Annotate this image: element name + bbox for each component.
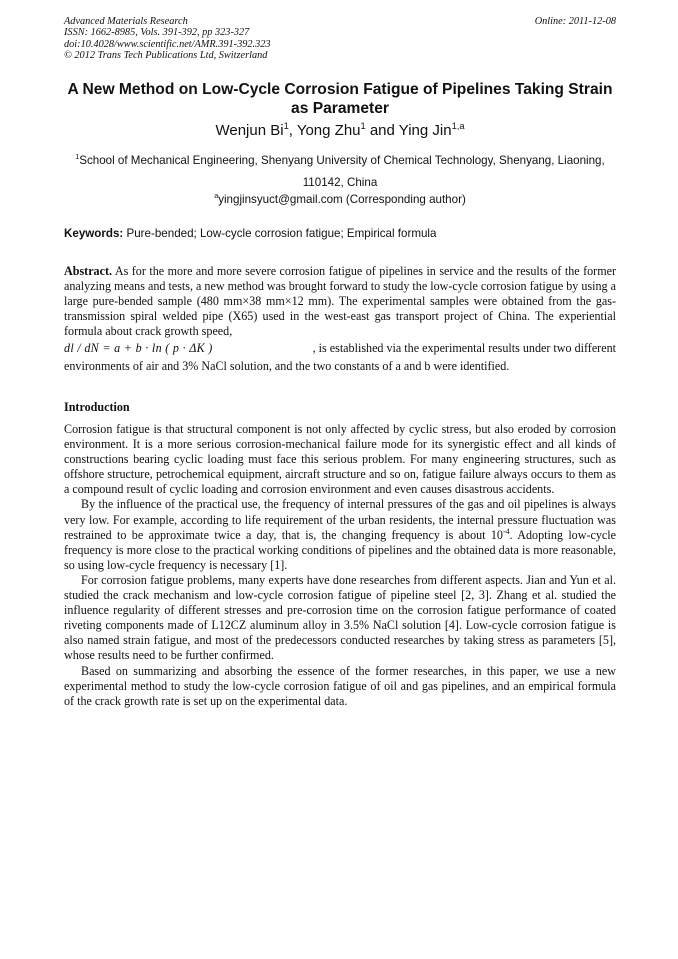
intro-p2-text-a: By the influence of the practical use, the frequency of internal pressures of the gas and oil pipelines is always very low. For example, according to life requirement of the urban residents, the internal pressure fluctuation was restrained to be approximate twice a day, that is, the changing frequency is about 10: [64, 497, 616, 542]
intro-p2-exponent: -4: [502, 526, 510, 536]
affiliation: [64, 150, 616, 193]
doi-line: doi:10.4028/www.scientific.net/AMR.391-392.323: [64, 38, 271, 50]
crack-growth-formula: dl / dN = a + b · ln ( p · ΔK ): [64, 341, 213, 356]
intro-p2-text-b: . Adopting low-cycle frequency is more close to the practical working conditions of pipelines and the obtained data is more reasonable, so using low-cycle frequency is necessary [1].: [64, 527, 616, 572]
intro-paragraph-2: [64, 497, 616, 572]
author-list: [60, 122, 620, 139]
formula-line: [64, 341, 616, 356]
abstract-label: Abstract.: [64, 264, 113, 278]
author-separator: ,: [288, 122, 297, 139]
abstract: [64, 264, 616, 374]
author-affiliation-mark: 1,a: [451, 121, 465, 131]
author-name: Wenjun Bi: [215, 122, 284, 139]
abstract-text-part1: As for the more and more severe corrosion fatigue of pipelines in service and the results of the former analyzing means and tests, a new method was brought forward to study the low-cycle corrosion fatigue by using a large pure-bended sample (480 mm×38 mm×12 mm). The experimental samples were obtained from the gas-transmission spiral welded pipe (X65) used in the west-east gas transport project of China. The experiential formula about crack growth speed,: [64, 264, 616, 339]
keywords: [64, 227, 616, 240]
issn-line: ISSN: 1662-8985, Vols. 391-392, pp 323-327: [64, 27, 250, 39]
author-affiliation-mark: 1: [283, 121, 289, 131]
author-name: Yong Zhu: [296, 122, 361, 139]
intro-paragraph-1: Corrosion fatigue is that structural component is not only affected by cyclic stress, but also eroded by corrosion environment. It is a more serious corrosion-mechanical failure mode for its synergistic effect and all kinds of constructions bearing cyclic loading must face this serious problem. For many engineering structures, such as offshore structure, petrochemical equipment, aircraft structure and so on, fatigue failure always occurs to them as a compound result of cyclic loading and corrosion environment and even causes disastrous accidents.: [64, 422, 616, 497]
paper-title: A New Method on Low-Cycle Corrosion Fatigue of Pipelines Taking Strain as Parameter: [67, 81, 613, 117]
intro-paragraph-3: For corrosion fatigue problems, many experts have done researches from different aspects. Jian and Yun et al. studied the crack mechanism and low-cycle corrosion fatigue of pipeline steel [2, 3]. Zhang et al. studied the influence regularity of different stresses and pre-corrosion time on the corrosion fatigue performance of coated riveting components made of L12CZ aluminum alloy in 3.5% NaCl solution [4]. Low-cycle corrosion fatigue is also named strain fatigue, and most of the predecessors conducted researches by taking stress as parameters [5], whose results need to be further confirmed.: [64, 572, 616, 663]
email-mark: a: [214, 191, 219, 201]
keywords-label: Keywords:: [64, 227, 124, 240]
intro-paragraph-4: Based on summarizing and absorbing the essence of the former researches, in this paper, we use a new experimental method to study the low-cycle corrosion fatigue of oil and gas pipelines, and an empirical formula of the crack growth rate is set up on the experimental data.: [64, 663, 616, 708]
email-text: yingjinsyuct@gmail.com (Corresponding author): [218, 193, 466, 206]
corresponding-email: [64, 193, 616, 206]
author-affiliation-mark: 1: [360, 121, 366, 131]
introduction-body: [64, 422, 616, 709]
journal-header: [64, 16, 616, 62]
copyright-line: © 2012 Trans Tech Publications Ltd, Switzerland: [64, 50, 268, 62]
author-name: Ying Jin: [398, 122, 452, 139]
abstract-text-part2b: environments of air and 3% NaCl solution, and the two constants of a and b were identified.: [64, 358, 510, 373]
affiliation-mark: 1: [75, 152, 80, 162]
keywords-text: Pure-bended; Low-cycle corrosion fatigue; Empirical formula: [123, 227, 437, 240]
abstract-text-part2a: , is established via the experimental results under two different: [312, 341, 616, 356]
affiliation-text: School of Mechanical Engineering, Shenyang University of Chemical Technology, Shenyang, Liaoning, 110142, China: [79, 154, 605, 189]
journal-name: Advanced Materials Research: [64, 16, 188, 27]
author-conjunction: and: [365, 122, 399, 139]
online-date: Online: 2011-12-08: [534, 16, 616, 27]
section-heading-introduction: Introduction: [64, 400, 130, 414]
